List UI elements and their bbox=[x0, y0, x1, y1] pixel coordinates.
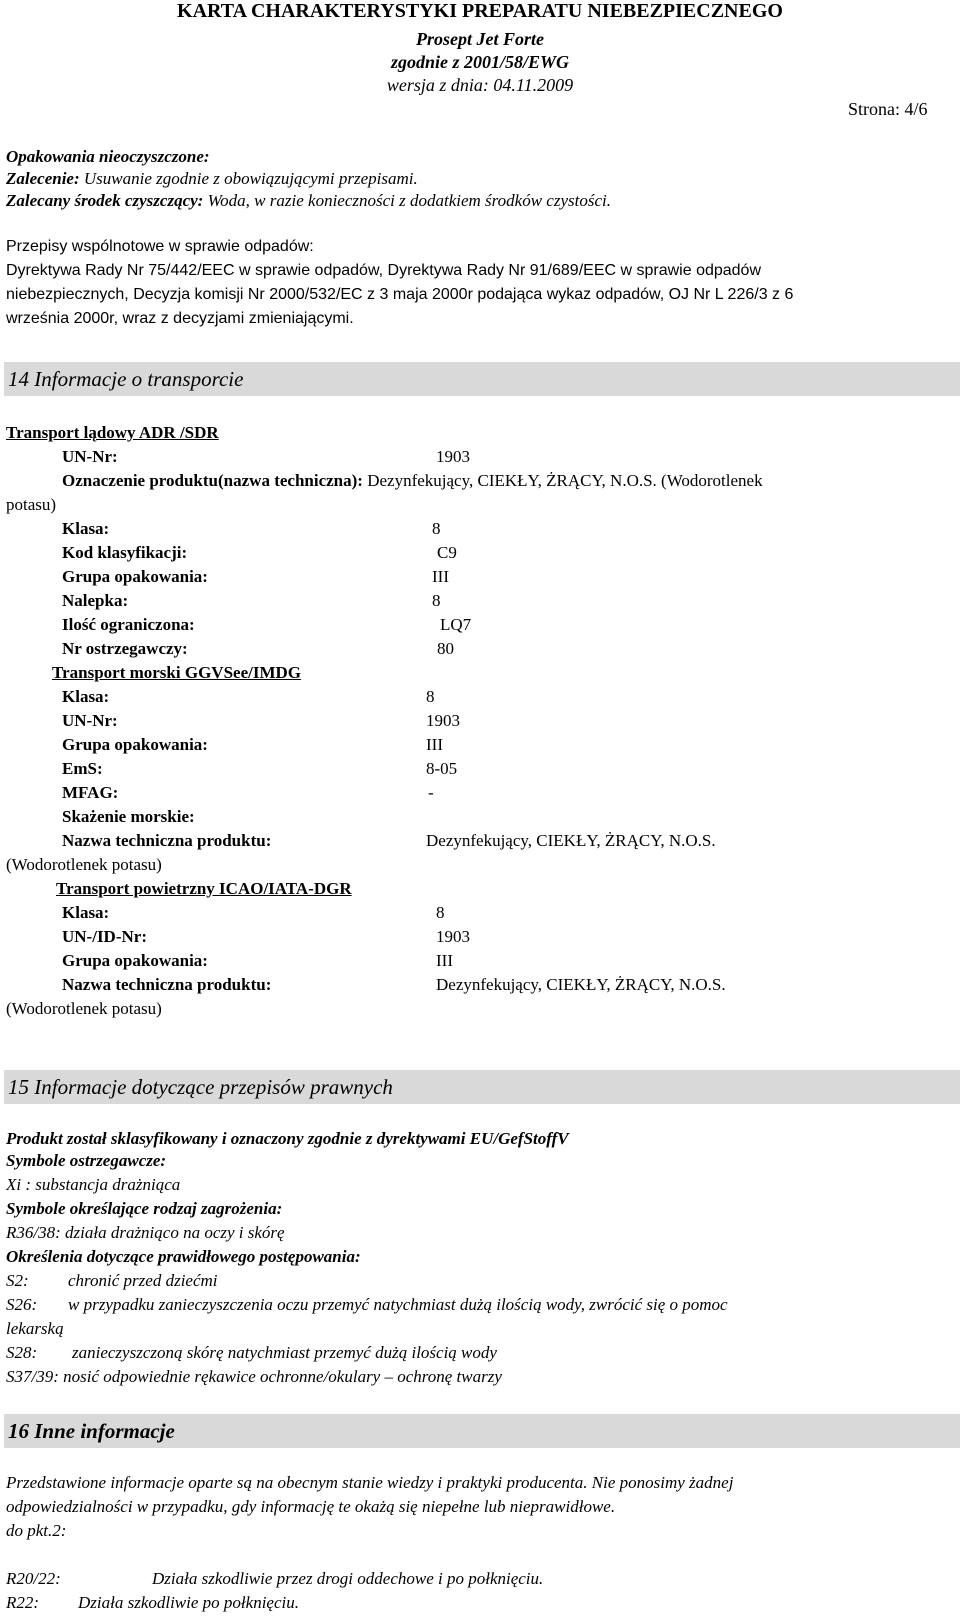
value: C9 bbox=[437, 543, 457, 562]
label: Klasa: bbox=[62, 687, 110, 706]
cleaning-agent: Zalecany środek czyszczący: Woda, w razie konieczności z dodatkiem środków czystości. bbox=[6, 191, 611, 210]
value: III bbox=[432, 567, 449, 586]
s-code: S26: bbox=[6, 1295, 38, 1314]
eu-rules-line: Dyrektywa Rady Nr 75/442/EEC w sprawie odpadów, Dyrektywa Rady Nr 91/689/EEC w sprawie odpadów bbox=[6, 262, 762, 279]
value: - bbox=[428, 783, 434, 802]
value: LQ7 bbox=[440, 615, 472, 634]
sea-transport-heading: Transport morski GGVSee/IMDG bbox=[52, 663, 302, 682]
label: Symbole określające rodzaj zagrożenia: bbox=[6, 1199, 283, 1218]
label: Symbole ostrzegawcze: bbox=[6, 1151, 167, 1170]
page-number: Strona: 4/6 bbox=[848, 99, 928, 119]
r-code: R22: bbox=[6, 1593, 40, 1612]
version-date: wersja z dnia: 04.11.2009 bbox=[386, 75, 574, 95]
value: R36/38: działa drażniąco na oczy i skórę bbox=[6, 1223, 285, 1242]
other-info-line: Przedstawione informacje oparte są na obecnym stanie wiedzy i praktyki producenta. Nie ponosimy żadnej bbox=[6, 1473, 734, 1492]
value-cont: (Wodorotlenek potasu) bbox=[6, 855, 162, 874]
value: 8 bbox=[432, 519, 441, 538]
label: Grupa opakowania: bbox=[62, 567, 208, 586]
s-text-cont: lekarską bbox=[6, 1319, 64, 1338]
label: MFAG: bbox=[62, 783, 119, 802]
label: Nazwa techniczna produktu: bbox=[62, 975, 272, 994]
air-transport-heading: Transport powietrzny ICAO/IATA-DGR bbox=[56, 879, 352, 898]
label: UN-/ID-Nr: bbox=[62, 927, 147, 946]
label: Grupa opakowania: bbox=[62, 735, 208, 754]
label: UN-Nr: bbox=[62, 711, 118, 730]
label: EmS: bbox=[62, 759, 103, 778]
label: Nazwa techniczna produktu: bbox=[62, 831, 272, 850]
label: Klasa: bbox=[62, 519, 110, 538]
eu-rules-line: września 2000r, wraz z decyzjami zmieniającymi. bbox=[6, 310, 354, 327]
value: Dezynfekujący, CIEKŁY, ŻRĄCY, N.O.S. bbox=[426, 831, 716, 850]
label: Określenia dotyczące prawidłowego postępowania: bbox=[6, 1247, 361, 1266]
label: UN-Nr: bbox=[62, 447, 118, 466]
s-text: zanieczyszczoną skórę natychmiast przemyć dużą ilością wody bbox=[72, 1343, 497, 1362]
s-code: S2: bbox=[6, 1271, 29, 1290]
s-text: w przypadku zanieczyszczenia oczu przemyć natychmiast dużą ilością wody, zwrócić się o pomoc bbox=[68, 1295, 728, 1314]
label: Grupa opakowania: bbox=[62, 951, 208, 970]
s-text: chronić przed dziećmi bbox=[68, 1271, 218, 1290]
s-text: S37/39: nosić odpowiednie rękawice ochronne/okulary – ochronę twarzy bbox=[6, 1367, 502, 1386]
r-code: R20/22: bbox=[6, 1569, 61, 1588]
r-text: Działa szkodliwie przez drogi oddechowe i po połknięciu. bbox=[152, 1569, 544, 1588]
value: 8 bbox=[432, 591, 441, 610]
label: Skażenie morskie: bbox=[62, 807, 195, 826]
eu-rules-line: niebezpiecznych, Decyzja komisji Nr 2000/532/EC z 3 maja 2000r podająca wykaz odpadów, OJ Nr L 226/3 z 6 bbox=[6, 286, 794, 303]
value: 8 bbox=[426, 687, 435, 706]
value: Xi : substancja drażniąca bbox=[6, 1175, 181, 1194]
r-text: Działa szkodliwie po połknięciu. bbox=[78, 1593, 299, 1612]
section-16-heading: 16 Inne informacje bbox=[4, 1414, 960, 1448]
value: 8-05 bbox=[426, 759, 458, 778]
s-code: S28: bbox=[6, 1343, 38, 1362]
value: 1903 bbox=[426, 711, 460, 730]
directive-ref: zgodnie z 2001/58/EWG bbox=[390, 52, 570, 72]
document-title: KARTA CHARAKTERYSTYKI PREPARATU NIEBEZPIECZNEGO bbox=[177, 0, 783, 22]
section-14-heading: 14 Informacje o transporcie bbox=[4, 362, 960, 396]
product-designation: Oznaczenie produktu(nazwa techniczna): Dezynfekujący, CIEKŁY, ŻRĄCY, N.O.S. (Wodorotlenek bbox=[62, 471, 763, 490]
value-cont: (Wodorotlenek potasu) bbox=[6, 999, 162, 1018]
product-name: Prosept Jet Forte bbox=[416, 29, 544, 49]
other-info-line: do pkt.2: bbox=[6, 1521, 67, 1540]
label: Ilość ograniczona: bbox=[62, 615, 195, 634]
label: Nr ostrzegawczy: bbox=[62, 639, 188, 658]
section-15-heading: 15 Informacje dotyczące przepisów prawnych bbox=[4, 1070, 960, 1104]
packaging-recommendation: Zalecenie: Usuwanie zgodnie z obowiązującymi przepisami. bbox=[6, 169, 418, 188]
classification-note: Produkt został sklasyfikowany i oznaczony zgodnie z dyrektywami EU/GefStoffV bbox=[6, 1129, 569, 1148]
value: Dezynfekujący, CIEKŁY, ŻRĄCY, N.O.S. bbox=[436, 975, 726, 994]
land-transport-heading: Transport lądowy ADR /SDR bbox=[6, 423, 219, 442]
value: 8 bbox=[436, 903, 445, 922]
value: III bbox=[426, 735, 443, 754]
value: III bbox=[436, 951, 453, 970]
other-info-line: odpowiedzialności w przypadku, gdy informację te okażą się niepełne lub nieprawidłowe. bbox=[6, 1497, 616, 1516]
eu-rules-line: Przepisy wspólnotowe w sprawie odpadów: bbox=[6, 238, 314, 255]
value: 1903 bbox=[436, 447, 470, 466]
label: Klasa: bbox=[62, 903, 110, 922]
value: 80 bbox=[437, 639, 454, 658]
product-designation-cont: potasu) bbox=[6, 495, 57, 514]
label: Nalepka: bbox=[62, 591, 129, 610]
value: 1903 bbox=[436, 927, 470, 946]
packaging-heading: Opakowania nieoczyszczone: bbox=[6, 147, 210, 166]
label: Kod klasyfikacji: bbox=[62, 543, 188, 562]
